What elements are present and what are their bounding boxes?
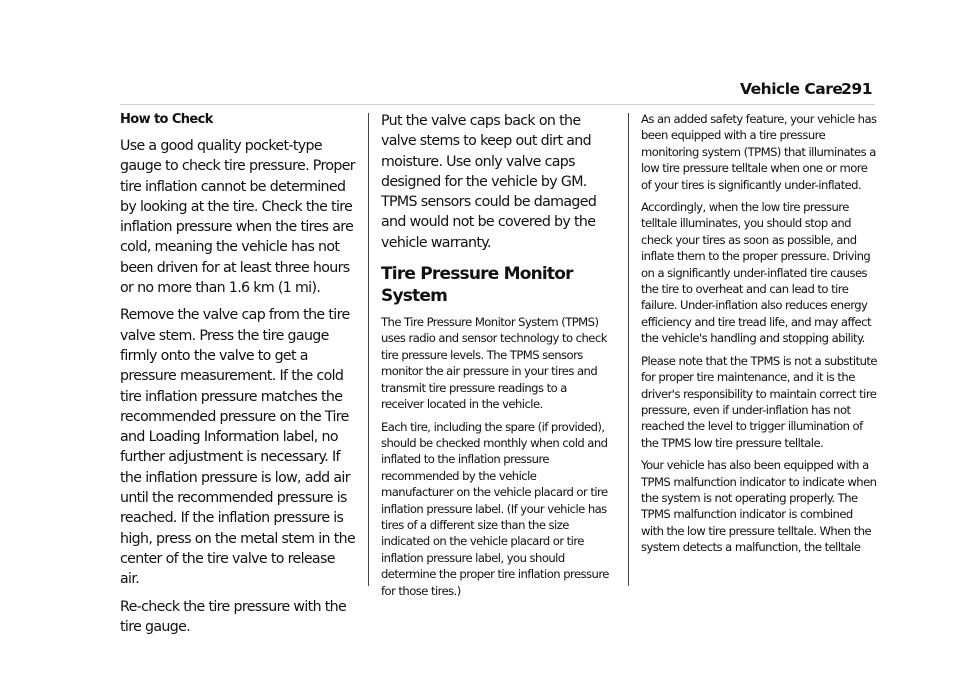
paragraph: Accordingly, when the low tire pressure telltale illuminates, you should stop and check your tires as soon as possible, and inflate them to the proper pressure. Driving on a significantly under-inflated tire causes the tire to overheat and can lead to tire failure. Under-inflation also reduces energy efficiency and tire tread life, and may affect the vehicle's handling and stopping ability.	[641, 200, 871, 346]
paragraph: Use a good quality pocket-type gauge to check tire pressure. Proper tire inflation cannot be determined by looking at the tire. Check the tire inflation pressure when the tires are cold, meaning the vehicle has not been driven for at least three hours or no more than 1.6 km (1 mi).	[120, 138, 355, 297]
paragraph: Your vehicle has also been equipped with a TPMS malfunction indicator to indicate when the system is not operating properly. The TPMS malfunction indicator is combined with the low tire pressure telltale. When the system detects a malfunction, the telltale	[641, 458, 877, 555]
paragraph: As an added safety feature, your vehicle has been equipped with a tire pressure monitoring system (TPMS) that illuminates a low tire pressure telltale when one or more of your tires is significantly under-inflated.	[641, 112, 877, 192]
section-title-tpms: Tire Pressure Monitor System	[381, 264, 573, 307]
column-1	[120, 111, 356, 644]
paragraph: Please note that the TPMS is not a substitute for proper tire maintenance, and it is the driver's responsibility to maintain correct tire pressure, even if under-inflation has not reached the level to trigger illumination of the TPMS low tire pressure telltale.	[641, 353, 877, 450]
column-2	[381, 111, 611, 605]
paragraph: Put the valve caps back on the valve stems to keep out dirt and moisture. Use only valve caps designed for the vehicle by GM. TPMS sensors could be damaged and would not be covered by the vehicle warranty.	[381, 113, 597, 251]
column-divider	[368, 113, 369, 586]
header-rule	[120, 104, 875, 105]
paragraph: Remove the valve cap from the tire valve stem. Press the tire gauge firmly onto the valve to get a pressure measurement. If the cold tire inflation pressure matches the recommended pressure on the Tire and Loading Information label, no further adjustment is necessary. If the inflation pressure is low, add air until the recommended pressure is reached. If the inflation pressure is high, press on the metal stem in the center of the tire valve to release air.	[120, 307, 356, 588]
column-divider	[628, 113, 629, 586]
paragraph: Each tire, including the spare (if provided), should be checked monthly when cold and inflated to the inflation pressure recommended by the vehicle manufacturer on the vehicle placard or tire inflation pressure label. (If your vehicle has tires of a different size than the size indicated on the vehicle placard or tire inflation pressure label, you should determine the proper tire inflation pressure for those tires.)	[381, 419, 609, 598]
running-header	[740, 80, 872, 102]
column-3	[641, 111, 877, 562]
header-section-title: Vehicle Care	[740, 80, 843, 98]
paragraph: The Tire Pressure Monitor System (TPMS) uses radio and sensor technology to check tire pressure levels. The TPMS sensors monitor the air pressure in your tires and transmit tire pressure readings to a receiver located in the vehicle.	[381, 315, 607, 412]
page-number: 291	[841, 80, 872, 98]
subheading-how-to-check: How to Check	[120, 112, 213, 127]
paragraph: Re-check the tire pressure with the tire gauge.	[120, 598, 347, 635]
